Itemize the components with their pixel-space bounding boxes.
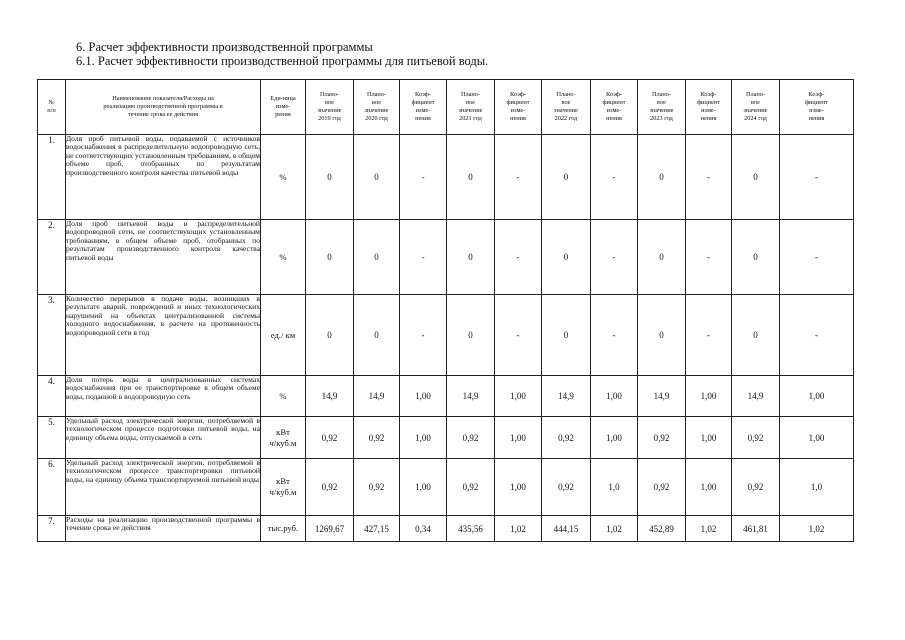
column-header: Коэф- фициент изме- нения <box>591 80 638 135</box>
value-cell: 0 <box>542 295 591 376</box>
value-cell: 0,92 <box>638 459 686 516</box>
column-header: Коэф- фициент изме- нения <box>400 80 447 135</box>
column-header: Коэф- фициент изме- нения <box>686 80 732 135</box>
value-cell: 1,00 <box>686 417 732 459</box>
value-cell: 14,9 <box>732 376 780 417</box>
value-cell: 0 <box>732 135 780 220</box>
unit-cell: кВт ч/куб.м <box>261 459 306 516</box>
value-cell: 0 <box>542 220 591 295</box>
column-header: Плано- вое значение 2020 год <box>354 80 400 135</box>
value-cell: 0 <box>354 295 400 376</box>
value-cell: 1,00 <box>400 459 447 516</box>
value-cell: 1,0 <box>591 459 638 516</box>
value-cell: 0,92 <box>542 417 591 459</box>
value-cell: 0 <box>732 220 780 295</box>
value-cell: 0 <box>638 135 686 220</box>
value-cell: 1,00 <box>400 376 447 417</box>
indicator-name: Количество перерывов в подаче воды, возникших в результате аварий, повреждений и иных технологических нарушений на объектах централизованной системы холодного водоснабжения, в расчете на протяженность водопроводной сети в год <box>66 295 261 376</box>
table-row <box>38 220 854 295</box>
efficiency-table <box>37 79 854 542</box>
value-cell: 1,02 <box>686 516 732 542</box>
value-cell: - <box>780 295 854 376</box>
value-cell: 1269,67 <box>306 516 354 542</box>
value-cell: 1,00 <box>591 417 638 459</box>
table-row <box>38 516 854 542</box>
value-cell: - <box>686 295 732 376</box>
indicator-name: Доля проб питьевой воды в распределительной водопроводной сети, не соответствующих установленным требованиям, в общем объеме проб, отобранных по результатам производственного контроля качества питьевой воды <box>66 220 261 295</box>
value-cell: 0 <box>306 295 354 376</box>
value-cell: 0 <box>638 220 686 295</box>
value-cell: 0 <box>542 135 591 220</box>
value-cell: - <box>400 220 447 295</box>
row-number: 5. <box>38 417 66 459</box>
value-cell: 461,81 <box>732 516 780 542</box>
row-number: 7. <box>38 516 66 542</box>
table-row <box>38 295 854 376</box>
value-cell: 0 <box>306 135 354 220</box>
value-cell: 1,00 <box>591 376 638 417</box>
value-cell: 0,92 <box>542 459 591 516</box>
value-cell: 0,92 <box>638 417 686 459</box>
unit-cell: тыс.руб. <box>261 516 306 542</box>
value-cell: - <box>780 135 854 220</box>
value-cell: 14,9 <box>638 376 686 417</box>
value-cell: - <box>591 295 638 376</box>
column-header: Коэф- фициент изме- нения <box>780 80 854 135</box>
column-header: Еди-ница изме- рения <box>261 80 306 135</box>
unit-cell: % <box>261 220 306 295</box>
value-cell: 0 <box>447 220 495 295</box>
unit-cell: % <box>261 135 306 220</box>
value-cell: 1,00 <box>780 376 854 417</box>
column-header: Плано- вое значение 2021 год <box>447 80 495 135</box>
value-cell: 0,92 <box>306 417 354 459</box>
table-row <box>38 135 854 220</box>
value-cell: 14,9 <box>542 376 591 417</box>
column-header: Наименование показателя/Расходы на реализацию производственной программы в течение срока ее действия <box>66 80 261 135</box>
value-cell: 0,92 <box>354 417 400 459</box>
subsection-heading: 6.1. Расчет эффективности производственной программы для питьевой воды. <box>76 54 489 68</box>
row-number: 1. <box>38 135 66 220</box>
value-cell: - <box>686 220 732 295</box>
value-cell: 1,00 <box>686 459 732 516</box>
section-heading: 6. Расчет эффективности производственной программы <box>76 40 373 54</box>
value-cell: 0 <box>354 135 400 220</box>
row-number: 4. <box>38 376 66 417</box>
value-cell: 1,02 <box>780 516 854 542</box>
value-cell: 0 <box>447 135 495 220</box>
value-cell: 1,00 <box>495 459 542 516</box>
value-cell: 14,9 <box>306 376 354 417</box>
table-row <box>38 459 854 516</box>
value-cell: 0,92 <box>306 459 354 516</box>
value-cell: 1,02 <box>591 516 638 542</box>
value-cell: - <box>400 295 447 376</box>
value-cell: 0,92 <box>354 459 400 516</box>
value-cell: - <box>400 135 447 220</box>
column-header: Коэф- фициент изме- нения <box>495 80 542 135</box>
value-cell: 14,9 <box>447 376 495 417</box>
column-header: № п/п <box>38 80 66 135</box>
value-cell: - <box>780 220 854 295</box>
unit-cell: ед./ км <box>261 295 306 376</box>
value-cell: - <box>495 220 542 295</box>
row-number: 3. <box>38 295 66 376</box>
value-cell: 0 <box>354 220 400 295</box>
value-cell: - <box>495 295 542 376</box>
indicator-name: Доля проб питьевой воды, подаваемой с источников водоснабжения в распределительную водопроводную сеть, не соответствующих установленным требованиям, в общем объеме проб, отобранных по результатам производственного контроля качества питьевой воды <box>66 135 261 220</box>
value-cell: 435,56 <box>447 516 495 542</box>
value-cell: 0 <box>447 295 495 376</box>
value-cell: 0,92 <box>732 417 780 459</box>
value-cell: 0,92 <box>447 459 495 516</box>
indicator-name: Удельный расход электрической энергии, потребляемой в технологическом процессе транспортировки питьевой воды, на единицу объема транспортируемой питьевой воды <box>66 459 261 516</box>
indicator-name: Удельный расход электрической энергии, потребляемой в технологическом процессе подготовки питьевой воды, на единицу объема воды, отпускаемой в сеть <box>66 417 261 459</box>
row-number: 6. <box>38 459 66 516</box>
value-cell: 0 <box>306 220 354 295</box>
value-cell: 427,15 <box>354 516 400 542</box>
column-header: Плано- вое значение 2024 год <box>732 80 780 135</box>
table-row <box>38 417 854 459</box>
unit-cell: кВт ч/куб.м <box>261 417 306 459</box>
unit-cell: % <box>261 376 306 417</box>
value-cell: - <box>495 135 542 220</box>
value-cell: - <box>686 135 732 220</box>
column-header: Плано- вое значение 2023 год <box>638 80 686 135</box>
table-body <box>38 135 854 542</box>
value-cell: 14,9 <box>354 376 400 417</box>
column-header: Плано- вое значение 2022 год <box>542 80 591 135</box>
column-header: Плано- вое значение 2019 год <box>306 80 354 135</box>
value-cell: 1,00 <box>495 417 542 459</box>
table-row <box>38 376 854 417</box>
value-cell: 1,00 <box>495 376 542 417</box>
value-cell: 0 <box>638 295 686 376</box>
value-cell: - <box>591 220 638 295</box>
value-cell: 1,00 <box>780 417 854 459</box>
header-row <box>38 80 854 135</box>
value-cell: 1,02 <box>495 516 542 542</box>
indicator-name: Доля потерь воды в централизованных системах водоснабжения при ее транспортировке в общем объеме воды, поданной в водопроводную сеть <box>66 376 261 417</box>
value-cell: 0 <box>732 295 780 376</box>
value-cell: - <box>591 135 638 220</box>
indicator-name: Расходы на реализацию производственной программы в течение срока ее действия <box>66 516 261 542</box>
value-cell: 1,00 <box>686 376 732 417</box>
value-cell: 1,0 <box>780 459 854 516</box>
value-cell: 0,92 <box>732 459 780 516</box>
value-cell: 1,00 <box>400 417 447 459</box>
row-number: 2. <box>38 220 66 295</box>
value-cell: 444,15 <box>542 516 591 542</box>
value-cell: 452,89 <box>638 516 686 542</box>
value-cell: 0,34 <box>400 516 447 542</box>
value-cell: 0,92 <box>447 417 495 459</box>
